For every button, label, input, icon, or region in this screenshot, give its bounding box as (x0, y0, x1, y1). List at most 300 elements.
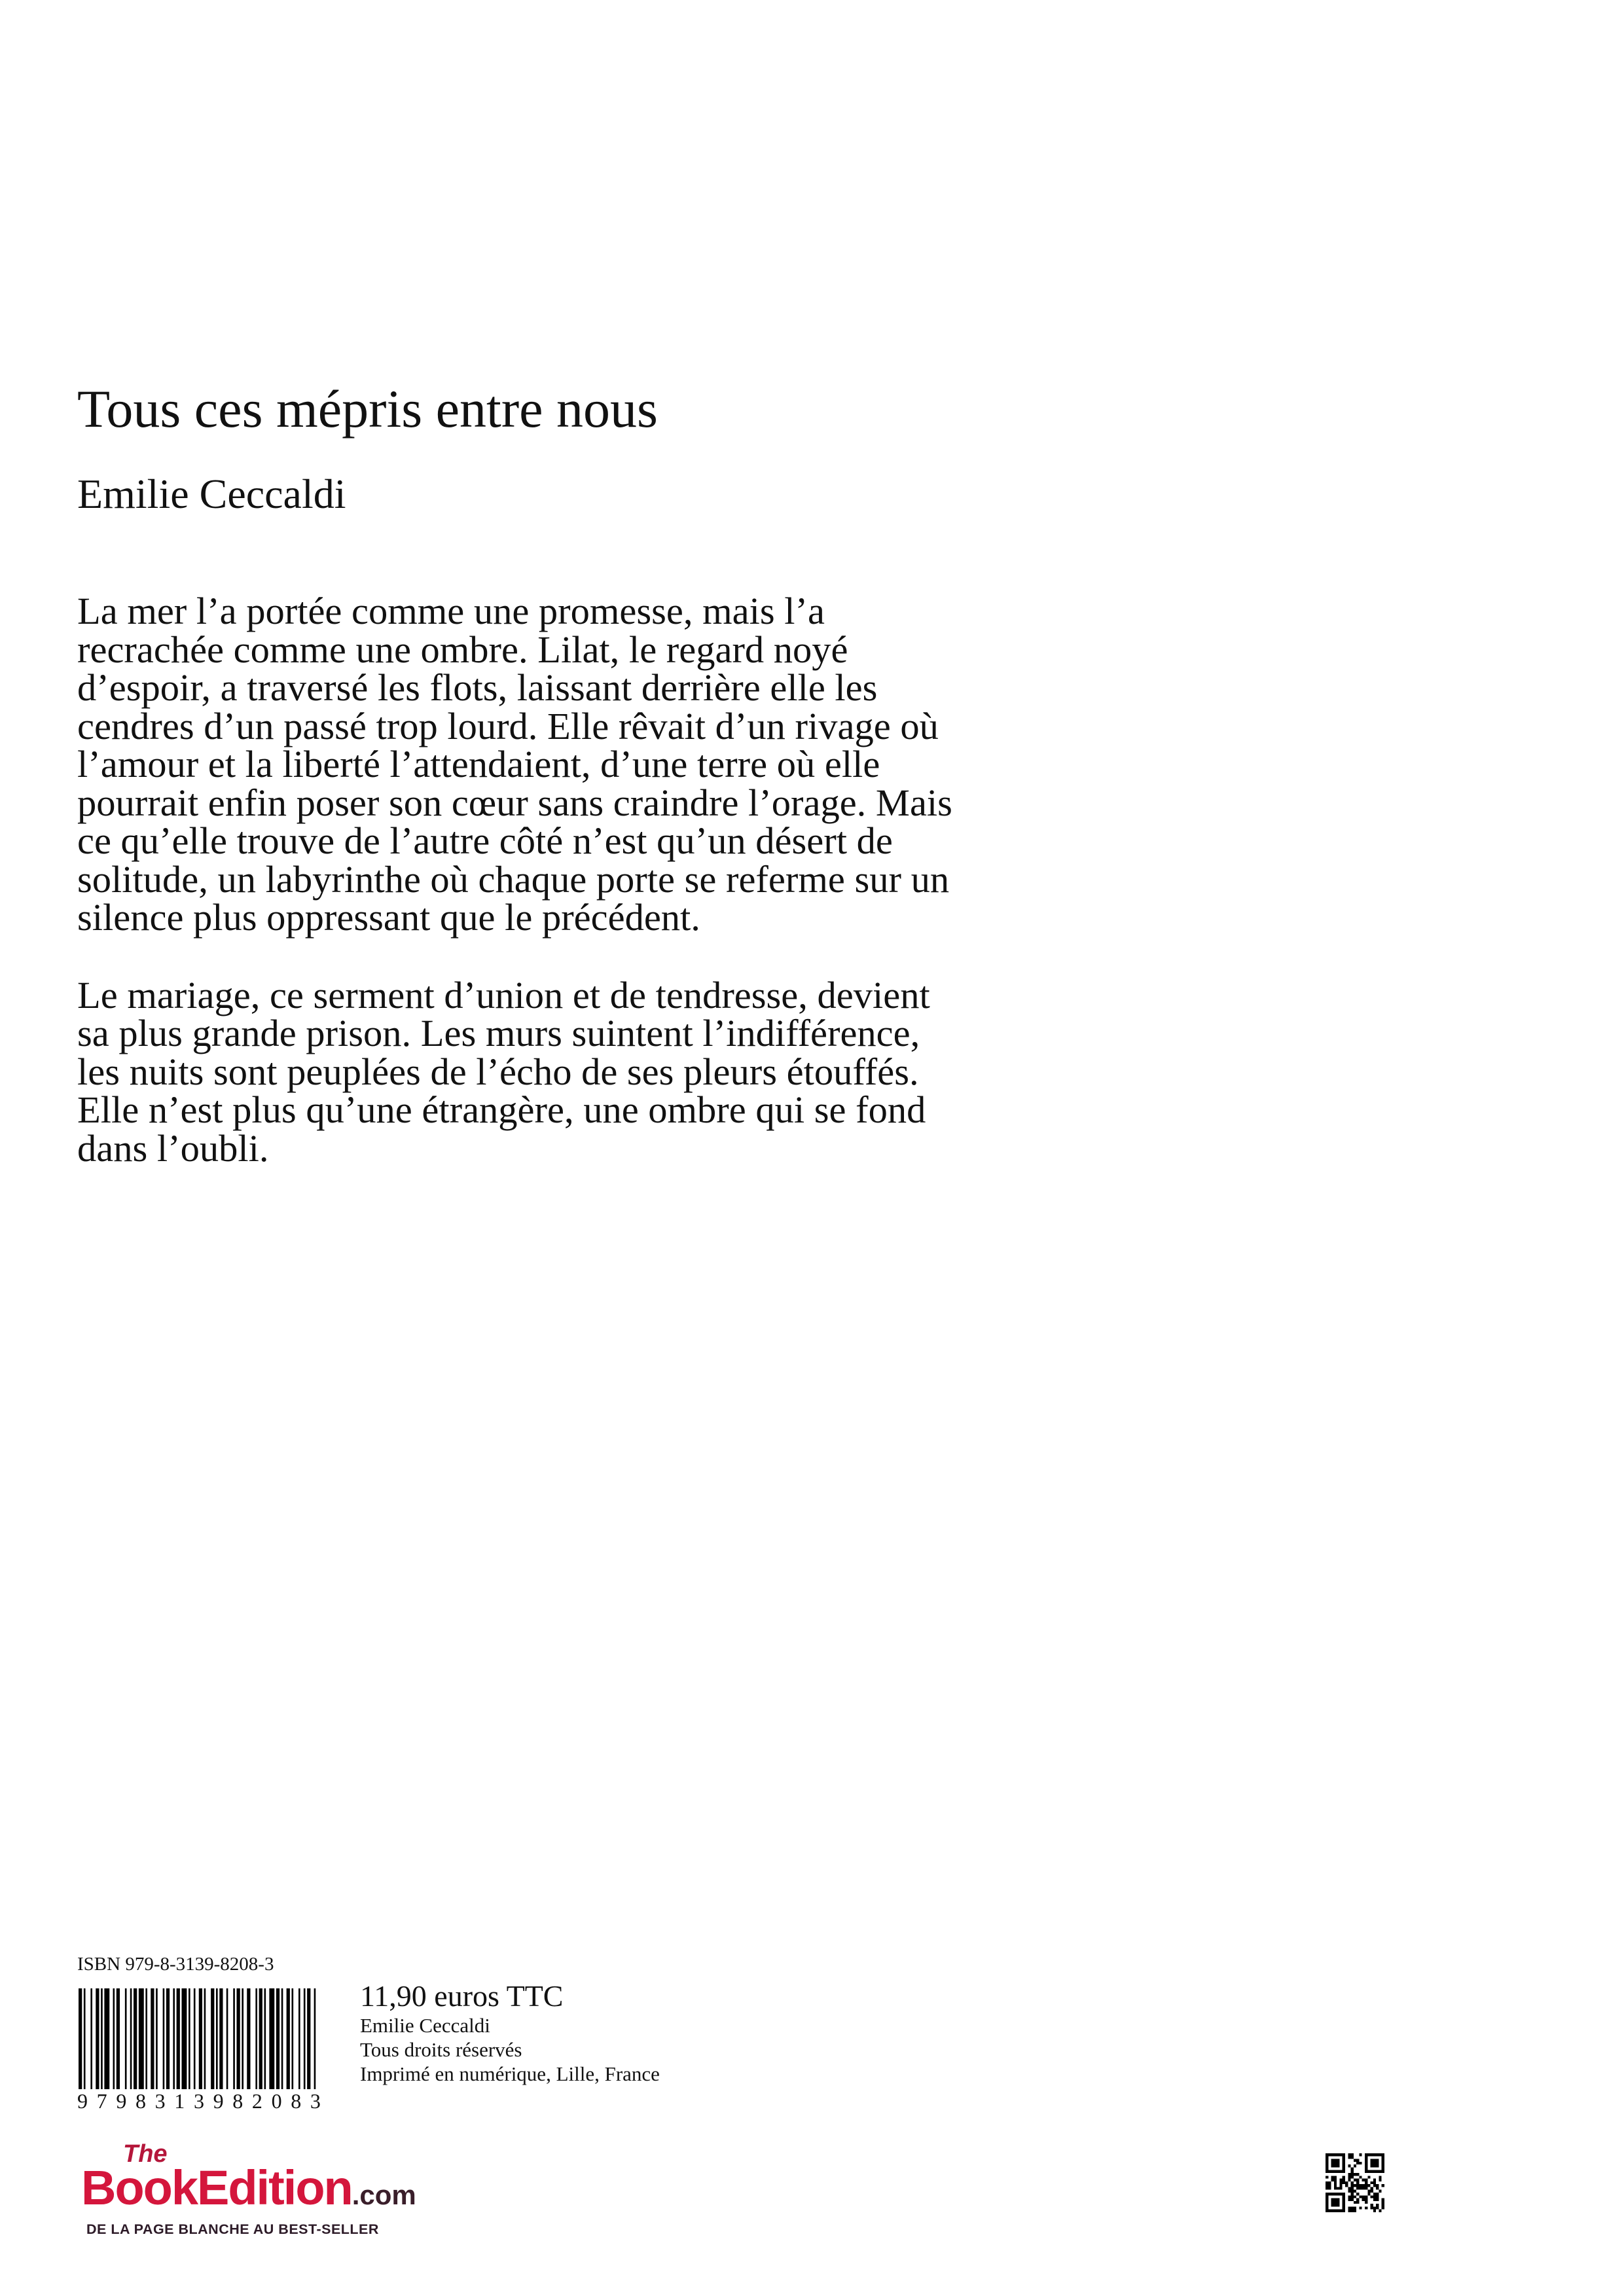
barcode-bar (139, 1988, 144, 2100)
barcode-bar (189, 1988, 190, 2100)
qr-module (1373, 2198, 1376, 2201)
barcode-bar (281, 1988, 283, 2100)
qr-module (1371, 2204, 1373, 2206)
qr-module (1367, 2170, 1370, 2173)
qr-module (1373, 2164, 1376, 2167)
qr-module (1356, 2159, 1359, 2162)
qr-module (1337, 2170, 1339, 2173)
qr-module (1334, 2201, 1337, 2204)
qr-module (1337, 2193, 1339, 2195)
qr-module (1356, 2162, 1359, 2164)
qr-module (1326, 2156, 1328, 2159)
qr-module (1334, 2153, 1337, 2156)
qr-module (1365, 2179, 1367, 2181)
barcode-bar (211, 1988, 214, 2100)
barcode-bar (84, 1988, 86, 2100)
qr-module (1356, 2184, 1359, 2187)
barcode-bar (219, 1988, 223, 2100)
qr-module (1343, 2176, 1345, 2178)
qr-module (1376, 2206, 1379, 2209)
qr-module (1343, 2170, 1345, 2173)
qr-module (1365, 2181, 1367, 2184)
qr-module (1371, 2190, 1373, 2193)
printing-notice: Imprimé en numérique, Lille, France (360, 2062, 660, 2085)
qr-module (1351, 2167, 1354, 2170)
qr-module (1367, 2176, 1370, 2178)
qr-module (1331, 2201, 1334, 2204)
barcode-bar (264, 1988, 266, 2100)
qr-module (1359, 2187, 1362, 2189)
qr-module (1354, 2173, 1356, 2176)
qr-module (1339, 2179, 1342, 2181)
qr-module (1343, 2210, 1345, 2212)
qr-module (1331, 2193, 1334, 2195)
qr-module (1382, 2159, 1384, 2162)
qr-module (1326, 2162, 1328, 2164)
rights-notice: Tous droits réservés (360, 2037, 522, 2061)
qr-module (1362, 2198, 1365, 2201)
book-title: Tous ces mépris entre nous (77, 379, 658, 439)
qr-module (1376, 2170, 1379, 2173)
qr-module (1331, 2164, 1334, 2167)
qr-module (1382, 2170, 1384, 2173)
qr-module (1326, 2198, 1328, 2201)
qr-module (1343, 2201, 1345, 2204)
barcode-bar (307, 1988, 310, 2100)
qr-module (1365, 2195, 1367, 2198)
qr-module (1382, 2167, 1384, 2170)
barcode-bar (104, 1988, 109, 2100)
qr-module (1362, 2187, 1365, 2189)
qr-module (1351, 2210, 1354, 2212)
qr-module (1373, 2184, 1376, 2187)
barcode-bar (79, 1988, 82, 2100)
qr-module (1339, 2181, 1342, 2184)
qr-module (1331, 2170, 1334, 2173)
qr-module (1339, 2153, 1342, 2156)
qr-code-icon (1326, 2153, 1384, 2212)
price-block (360, 1980, 660, 2086)
qr-module (1337, 2162, 1339, 2164)
qr-module (1326, 2164, 1328, 2167)
qr-module (1328, 2184, 1331, 2187)
qr-module (1326, 2206, 1328, 2209)
logo-name: BookEdition (81, 2161, 352, 2215)
qr-module (1373, 2170, 1376, 2173)
qr-module (1359, 2195, 1362, 2198)
qr-module (1365, 2201, 1367, 2204)
qr-module (1331, 2198, 1334, 2201)
qr-module (1337, 2159, 1339, 2162)
qr-module (1351, 2153, 1354, 2156)
qr-module (1371, 2187, 1373, 2189)
qr-module (1382, 2156, 1384, 2159)
qr-module (1356, 2181, 1359, 2184)
barcode-bar (216, 1988, 218, 2100)
qr-module (1343, 2153, 1345, 2156)
barcode-digit: 0 (271, 2089, 282, 2113)
barcode-bar (113, 1988, 115, 2100)
qr-module (1356, 2193, 1359, 2195)
qr-module (1326, 2176, 1328, 2178)
qr-module (1326, 2210, 1328, 2212)
barcode-digit: 9 (213, 2089, 224, 2113)
qr-module (1379, 2153, 1381, 2156)
qr-module (1356, 2201, 1359, 2204)
barcode-bar (117, 1988, 120, 2100)
qr-module (1382, 2184, 1384, 2187)
blurb-paragraph-2: Le mariage, ce serment d’union et de tendresse, devient sa plus grande prison. Les murs suintent l’indifférence, les nuits sont peuplées de l’écho de ses pleurs étouffés. Elle n’est plus qu’une étrangère, une ombre qui se fond dans l’oubli. (77, 973, 930, 1170)
qr-module (1331, 2159, 1334, 2162)
qr-module (1339, 2184, 1342, 2187)
qr-module (1365, 2167, 1367, 2170)
qr-module (1337, 2204, 1339, 2206)
barcode-digit: 3 (310, 2089, 321, 2113)
barcode-bar (182, 1988, 187, 2100)
qr-module (1367, 2193, 1370, 2195)
barcode-bar (96, 1988, 99, 2100)
barcode-bar (259, 1988, 262, 2100)
qr-module (1326, 2184, 1328, 2187)
qr-module (1351, 2173, 1354, 2176)
qr-module (1348, 2156, 1350, 2159)
qr-module (1343, 2162, 1345, 2164)
qr-module (1348, 2173, 1350, 2176)
qr-module (1348, 2198, 1350, 2201)
barcode-digit: 7 (96, 2089, 107, 2113)
qr-module (1376, 2193, 1379, 2195)
qr-module (1337, 2153, 1339, 2156)
barcode-bar (292, 1988, 294, 2100)
qr-module (1326, 2170, 1328, 2173)
barcode-bar (298, 1988, 300, 2100)
qr-module (1343, 2167, 1345, 2170)
qr-module (1331, 2162, 1334, 2164)
qr-module (1348, 2179, 1350, 2181)
qr-module (1331, 2204, 1334, 2206)
barcode-bar (233, 1988, 235, 2100)
qr-module (1351, 2198, 1354, 2201)
qr-module (1334, 2204, 1337, 2206)
barcode-digit: 9 (77, 2089, 88, 2113)
qr-module (1382, 2206, 1384, 2209)
qr-module (1371, 2164, 1373, 2167)
qr-module (1379, 2176, 1381, 2178)
qr-module (1382, 2201, 1384, 2204)
qr-module (1359, 2206, 1362, 2209)
qr-module (1371, 2181, 1373, 2184)
barcode-digit: 9 (116, 2089, 127, 2113)
qr-module (1365, 2156, 1367, 2159)
qr-module (1326, 2159, 1328, 2162)
barcode-bar (242, 1988, 244, 2100)
copyright-author: Emilie Ceccaldi (360, 2013, 490, 2037)
qr-module (1376, 2187, 1379, 2189)
barcode-bar (163, 1988, 165, 2100)
logo-tagline: DE LA PAGE BLANCHE AU BEST-SELLER (86, 2221, 379, 2237)
qr-module (1343, 2204, 1345, 2206)
barcode-bar (101, 1988, 103, 2100)
qr-module (1328, 2170, 1331, 2173)
qr-module (1373, 2193, 1376, 2195)
qr-module (1334, 2162, 1337, 2164)
qr-module (1376, 2204, 1379, 2206)
qr-module (1373, 2195, 1376, 2198)
blurb (77, 592, 1229, 1168)
qr-module (1326, 2153, 1328, 2156)
qr-module (1334, 2187, 1337, 2189)
qr-module (1365, 2198, 1367, 2201)
qr-module (1331, 2179, 1334, 2181)
qr-module (1354, 2184, 1356, 2187)
qr-module (1326, 2201, 1328, 2204)
barcode-bar (90, 1988, 92, 2100)
barcode-bar (125, 1988, 127, 2100)
qr-module (1343, 2195, 1345, 2198)
qr-module (1334, 2198, 1337, 2201)
qr-module (1343, 2198, 1345, 2201)
qr-module (1382, 2204, 1384, 2206)
qr-module (1337, 2198, 1339, 2201)
qr-module (1376, 2153, 1379, 2156)
logo-the: The (123, 2140, 168, 2168)
qr-module (1379, 2210, 1381, 2212)
qr-module (1365, 2170, 1367, 2173)
isbn-label: ISBN 979-8-3139-8208-3 (77, 1954, 274, 1975)
logo-wordmark (81, 2160, 416, 2215)
barcode-digit: 8 (232, 2089, 244, 2113)
qr-module (1376, 2184, 1379, 2187)
qr-module (1365, 2184, 1367, 2187)
qr-module (1351, 2184, 1354, 2187)
barcode-bar (247, 1988, 250, 2100)
qr-module (1334, 2159, 1337, 2162)
qr-module (1351, 2190, 1354, 2193)
qr-module (1328, 2210, 1331, 2212)
qr-module (1326, 2167, 1328, 2170)
qr-module (1343, 2181, 1345, 2184)
qr-module (1351, 2195, 1354, 2198)
barcode-bar (304, 1988, 306, 2100)
qr-module (1348, 2210, 1350, 2212)
qr-module (1371, 2159, 1373, 2162)
qr-module (1337, 2201, 1339, 2204)
qr-module (1334, 2184, 1337, 2187)
barcode-bar (194, 1988, 196, 2100)
barcode-bar (226, 1988, 228, 2100)
qr-module (1326, 2204, 1328, 2206)
qr-module (1365, 2159, 1367, 2162)
barcode-bar (156, 1988, 158, 2100)
qr-module (1334, 2176, 1337, 2178)
qr-module (1351, 2176, 1354, 2178)
qr-module (1359, 2153, 1362, 2156)
qr-module (1371, 2195, 1373, 2198)
qr-module (1356, 2179, 1359, 2181)
qr-module (1376, 2198, 1379, 2201)
price: 11,90 euros TTC (360, 1979, 564, 2013)
barcode-bar (173, 1988, 175, 2100)
barcode-bar (130, 1988, 132, 2100)
qr-module (1345, 2181, 1348, 2184)
barcode-digit: 3 (193, 2089, 204, 2113)
qr-module (1362, 2179, 1365, 2181)
qr-module (1365, 2153, 1367, 2156)
barcode-digit: 8 (291, 2089, 302, 2113)
qr-module (1351, 2187, 1354, 2189)
qr-module (1382, 2198, 1384, 2201)
qr-module (1354, 2190, 1356, 2193)
qr-module (1354, 2159, 1356, 2162)
qr-module (1328, 2193, 1331, 2195)
qr-module (1365, 2206, 1367, 2209)
barcode-bar (134, 1988, 137, 2100)
qr-module (1334, 2181, 1337, 2184)
qr-module (1382, 2162, 1384, 2164)
qr-module (1334, 2170, 1337, 2173)
qr-module (1371, 2206, 1373, 2209)
qr-module (1348, 2153, 1350, 2156)
qr-module (1337, 2164, 1339, 2167)
qr-module (1339, 2210, 1342, 2212)
qr-module (1373, 2179, 1376, 2181)
qr-module (1379, 2179, 1381, 2181)
qr-module (1354, 2195, 1356, 2198)
qr-module (1343, 2156, 1345, 2159)
qr-module (1373, 2210, 1376, 2212)
barcode-bar (255, 1988, 257, 2100)
qr-module (1359, 2176, 1362, 2178)
qr-module (1365, 2164, 1367, 2167)
barcode-bar (269, 1988, 274, 2100)
qr-module (1376, 2164, 1379, 2167)
qr-module (1359, 2184, 1362, 2187)
qr-module (1367, 2184, 1370, 2187)
qr-module (1337, 2187, 1339, 2189)
qr-module (1331, 2153, 1334, 2156)
qr-module (1373, 2162, 1376, 2164)
qr-module (1362, 2195, 1365, 2198)
qr-module (1373, 2206, 1376, 2209)
qr-module (1328, 2153, 1331, 2156)
qr-module (1343, 2159, 1345, 2162)
qr-module (1379, 2170, 1381, 2173)
qr-module (1354, 2210, 1356, 2212)
barcode-bar (314, 1988, 316, 2100)
qr-module (1337, 2210, 1339, 2212)
barcode-digit: 2 (251, 2089, 262, 2113)
qr-module (1365, 2187, 1367, 2189)
barcode (77, 1988, 321, 2100)
qr-module (1343, 2179, 1345, 2181)
qr-module (1354, 2206, 1356, 2209)
qr-module (1371, 2153, 1373, 2156)
qr-module (1348, 2164, 1350, 2167)
qr-module (1373, 2159, 1376, 2162)
book-author: Emilie Ceccaldi (77, 471, 346, 517)
qr-module (1359, 2162, 1362, 2164)
qr-module (1334, 2210, 1337, 2212)
qr-module (1356, 2173, 1359, 2176)
qr-module (1367, 2153, 1370, 2156)
qr-module (1354, 2179, 1356, 2181)
barcode-bar (151, 1988, 154, 2100)
qr-module (1371, 2162, 1373, 2164)
qr-module (1356, 2198, 1359, 2201)
qr-module (1328, 2187, 1331, 2189)
qr-module (1348, 2176, 1350, 2178)
qr-module (1362, 2184, 1365, 2187)
qr-module (1379, 2190, 1381, 2193)
qr-module (1326, 2193, 1328, 2195)
qr-module (1351, 2156, 1354, 2159)
barcode-digits (77, 2089, 321, 2113)
qr-module (1343, 2164, 1345, 2167)
barcode-bar (177, 1988, 180, 2100)
qr-module (1354, 2201, 1356, 2204)
qr-module (1339, 2187, 1342, 2189)
blurb-paragraph-1: La mer l’a portée comme une promesse, mais l’a recrachée comme une ombre. Lilat, le regard noyé d’espoir, a traversé les flots, laissant derrière elle les cendres d’un passé trop lourd. Elle rêvait d’un rivage où l’amour et la liberté l’attendaient, d’une terre où elle pourrait enfin poser son cœur sans craindre l’orage. Mais ce qu’elle trouve de l’autre côté n’est qu’un désert de solitude, un labyrinthe où chaque porte se referme sur un silence plus oppressant que le précédent. (77, 590, 952, 939)
qr-module (1326, 2195, 1328, 2198)
qr-module (1354, 2164, 1356, 2167)
qr-module (1334, 2193, 1337, 2195)
barcode-bar (204, 1988, 206, 2100)
qr-module (1371, 2170, 1373, 2173)
qr-module (1382, 2164, 1384, 2167)
barcode-bar (287, 1988, 290, 2100)
qr-module (1343, 2206, 1345, 2209)
publisher-logo (77, 2140, 470, 2245)
qr-module (1348, 2187, 1350, 2189)
barcode-digit: 1 (174, 2089, 185, 2113)
qr-module (1356, 2187, 1359, 2189)
qr-module (1382, 2153, 1384, 2156)
barcode-bar (237, 1988, 240, 2100)
qr-module (1348, 2195, 1350, 2198)
barcode-digit: 8 (135, 2089, 146, 2113)
qr-module (1348, 2206, 1350, 2209)
qr-module (1351, 2170, 1354, 2173)
barcode-bar (199, 1988, 202, 2100)
qr-module (1326, 2187, 1328, 2189)
qr-module (1367, 2190, 1370, 2193)
barcode-digit: 3 (154, 2089, 166, 2113)
qr-module (1351, 2181, 1354, 2184)
qr-module (1351, 2193, 1354, 2195)
qr-module (1348, 2190, 1350, 2193)
qr-module (1339, 2193, 1342, 2195)
barcode-bar (166, 1988, 170, 2100)
qr-module (1373, 2153, 1376, 2156)
qr-module (1351, 2206, 1354, 2209)
qr-module (1345, 2184, 1348, 2187)
qr-module (1334, 2179, 1337, 2181)
barcode-bar (276, 1988, 280, 2100)
qr-module (1376, 2195, 1379, 2198)
qr-module (1373, 2181, 1376, 2184)
qr-module (1339, 2170, 1342, 2173)
qr-module (1328, 2181, 1331, 2184)
qr-module (1376, 2159, 1379, 2162)
qr-module (1331, 2176, 1334, 2178)
qr-module (1343, 2193, 1345, 2195)
qr-module (1376, 2162, 1379, 2164)
qr-module (1331, 2210, 1334, 2212)
logo-domain: .com (352, 2179, 416, 2210)
qr-module (1326, 2181, 1328, 2184)
qr-module (1365, 2162, 1367, 2164)
qr-module (1334, 2164, 1337, 2167)
